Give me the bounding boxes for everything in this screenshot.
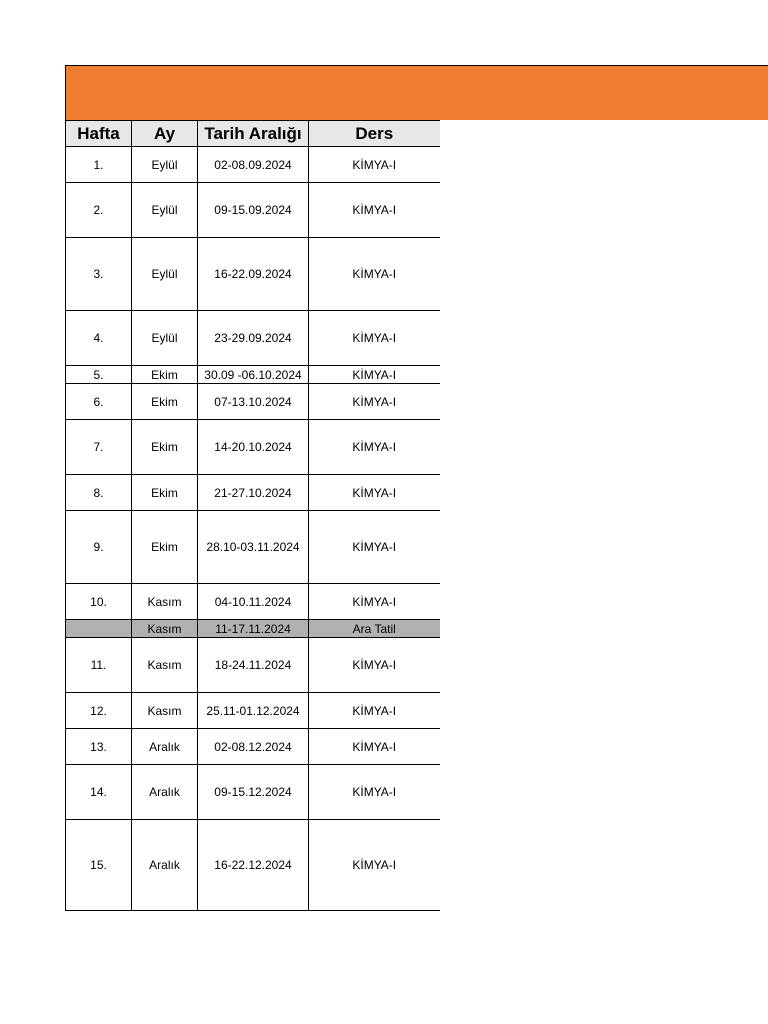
week-cell: 14. (66, 765, 132, 820)
date-range-cell: 25.11-01.12.2024 (198, 693, 309, 729)
orange-header-banner (65, 65, 768, 120)
month-cell: Kasım (132, 620, 198, 638)
course-cell: KİMYA-I (309, 820, 440, 911)
table-row (66, 183, 440, 238)
course-cell: KİMYA-I (309, 765, 440, 820)
month-cell: Ekim (132, 420, 198, 475)
date-range-cell: 02-08.12.2024 (198, 729, 309, 765)
course-cell: KİMYA-I (309, 366, 440, 384)
month-cell: Ekim (132, 384, 198, 420)
month-cell: Kasım (132, 584, 198, 620)
week-cell: 12. (66, 693, 132, 729)
date-range-cell: 09-15.09.2024 (198, 183, 309, 238)
course-cell: KİMYA-I (309, 147, 440, 183)
date-range-cell: 18-24.11.2024 (198, 638, 309, 693)
date-range-cell: 30.09 -06.10.2024 (198, 366, 309, 384)
week-cell: 3. (66, 238, 132, 311)
week-cell: 7. (66, 420, 132, 475)
table-row (66, 366, 440, 384)
week-cell: 4. (66, 311, 132, 366)
week-cell: 6. (66, 384, 132, 420)
date-range-cell: 04-10.11.2024 (198, 584, 309, 620)
table-row (66, 147, 440, 183)
table-row (66, 420, 440, 475)
month-cell: Eylül (132, 183, 198, 238)
table-row (66, 475, 440, 511)
column-header-ay: Ay (132, 121, 198, 147)
course-cell: KİMYA-I (309, 511, 440, 584)
schedule-table (65, 120, 440, 911)
week-cell: 11. (66, 638, 132, 693)
week-cell: 1. (66, 147, 132, 183)
date-range-cell: 14-20.10.2024 (198, 420, 309, 475)
header-row (66, 121, 440, 147)
month-cell: Ekim (132, 366, 198, 384)
month-cell: Eylül (132, 311, 198, 366)
column-header-ders: Ders (309, 121, 440, 147)
table-row (66, 638, 440, 693)
table-row (66, 820, 440, 911)
month-cell: Ekim (132, 511, 198, 584)
month-cell: Kasım (132, 693, 198, 729)
week-cell: 10. (66, 584, 132, 620)
table-row (66, 584, 440, 620)
date-range-cell: 21-27.10.2024 (198, 475, 309, 511)
month-cell: Eylül (132, 147, 198, 183)
course-cell: Ara Tatil (309, 620, 440, 638)
date-range-cell: 11-17.11.2024 (198, 620, 309, 638)
date-range-cell: 28.10-03.11.2024 (198, 511, 309, 584)
date-range-cell: 16-22.12.2024 (198, 820, 309, 911)
month-cell: Kasım (132, 638, 198, 693)
month-cell: Aralık (132, 765, 198, 820)
date-range-cell: 02-08.09.2024 (198, 147, 309, 183)
month-cell: Eylül (132, 238, 198, 311)
course-cell: KİMYA-I (309, 584, 440, 620)
week-cell: 13. (66, 729, 132, 765)
table-row (66, 511, 440, 584)
week-cell: 8. (66, 475, 132, 511)
week-cell: 15. (66, 820, 132, 911)
column-header-hafta: Hafta (66, 121, 132, 147)
table-row (66, 693, 440, 729)
course-cell: KİMYA-I (309, 693, 440, 729)
month-cell: Aralık (132, 820, 198, 911)
course-cell: KİMYA-I (309, 729, 440, 765)
month-cell: Ekim (132, 475, 198, 511)
week-cell: 9. (66, 511, 132, 584)
table-row (66, 729, 440, 765)
course-cell: KİMYA-I (309, 238, 440, 311)
week-cell: 5. (66, 366, 132, 384)
course-cell: KİMYA-I (309, 311, 440, 366)
table-row (66, 311, 440, 366)
date-range-cell: 23-29.09.2024 (198, 311, 309, 366)
course-cell: KİMYA-I (309, 183, 440, 238)
course-cell: KİMYA-I (309, 420, 440, 475)
date-range-cell: 07-13.10.2024 (198, 384, 309, 420)
table-row (66, 238, 440, 311)
holiday-row (66, 620, 440, 638)
month-cell: Aralık (132, 729, 198, 765)
table-row (66, 765, 440, 820)
date-range-cell: 16-22.09.2024 (198, 238, 309, 311)
table-row (66, 384, 440, 420)
week-cell: 2. (66, 183, 132, 238)
course-cell: KİMYA-I (309, 475, 440, 511)
week-cell (66, 620, 132, 638)
column-header-tarih: Tarih Aralığı (198, 121, 309, 147)
date-range-cell: 09-15.12.2024 (198, 765, 309, 820)
course-cell: KİMYA-I (309, 638, 440, 693)
course-cell: KİMYA-I (309, 384, 440, 420)
